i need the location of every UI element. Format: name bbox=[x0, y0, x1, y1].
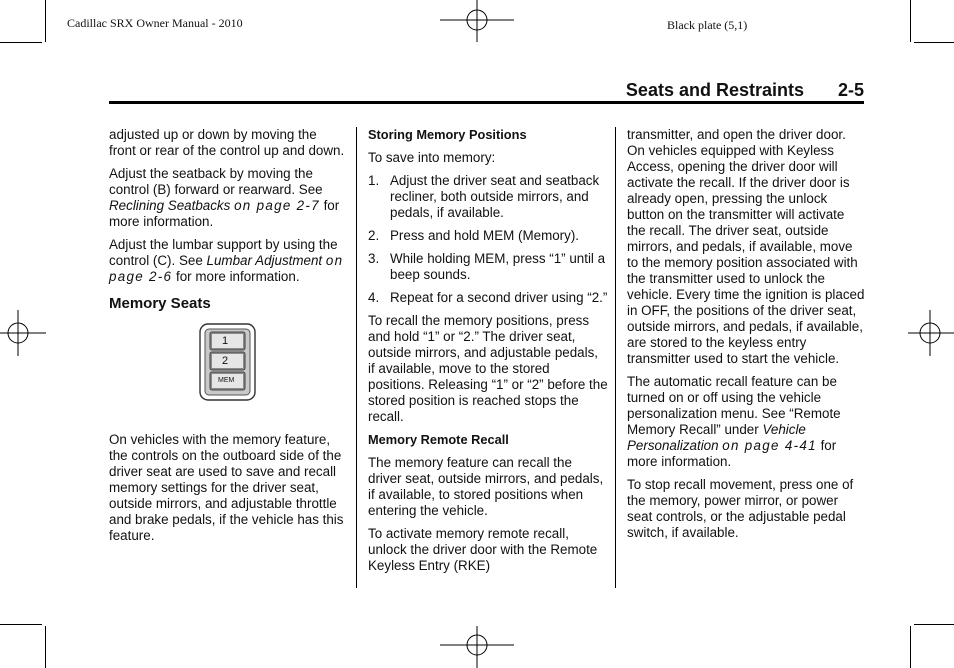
page-number: 2-5 bbox=[837, 80, 864, 100]
paragraph: To recall the memory positions, press and hold “1” or “2.” The driver seat, outside mirrors, and adjustable pedals, if available, move to the stored positions. Releasing “1” or “2” before the stored position is reached stops the recall. bbox=[368, 313, 608, 424]
column-divider-2 bbox=[615, 127, 616, 588]
column-2 bbox=[368, 127, 608, 581]
registration-mark-left bbox=[0, 310, 46, 356]
column-divider-1 bbox=[356, 127, 357, 588]
paragraph: To activate memory remote recall, unlock the driver door with the Remote Keyless Entry (RKE) bbox=[368, 526, 598, 573]
list-item: 4. Repeat for a second driver using “2.” bbox=[368, 290, 608, 305]
steps-list bbox=[368, 173, 608, 306]
section-heading: Memory Seats bbox=[109, 295, 211, 312]
paragraph: To stop recall movement, press one of the memory, power mirror, or power seat controls, or the adjustable pedal switch, if available. bbox=[627, 477, 854, 540]
paragraph: transmitter, and open the driver door. On vehicles equipped with Keyless Access, opening the driver door will activate the recall. If the driver door is already open, pressing the unlock button on the transmitter will activate the recall. The driver seat, outside mirrors, and pedals, if available, move to the memory position associated with the transmitter used to unlock the vehicle. Every time the ignition is placed in OFF, the positions of the driver seat, outside mirrors, and pedals, if available, are stored to the keyless entry transmitter used to start the vehicle. bbox=[627, 127, 865, 366]
registration-mark-right bbox=[908, 310, 954, 356]
cross-reference[interactable]: Lumbar Adjustment on page 2-6 bbox=[109, 253, 344, 284]
memory-button-2-label: 2 bbox=[222, 355, 229, 367]
subsection-heading-remote: Memory Remote Recall bbox=[368, 432, 509, 447]
list-item: 1. Adjust the driver seat and seatback recliner, both outside mirrors, and pedals, if available. bbox=[368, 173, 600, 220]
column-1 bbox=[109, 127, 347, 551]
list-item: 3. While holding MEM, press “1” until a beep sounds. bbox=[368, 251, 606, 282]
list-item: 2. Press and hold MEM (Memory). bbox=[368, 228, 580, 243]
paragraph: To save into memory: bbox=[368, 150, 496, 165]
header-rule bbox=[109, 101, 864, 104]
paragraph-lumbar: Adjust the lumbar support by using the control (C). See Lumbar Adjustment on page 2-6 for more information. bbox=[109, 237, 344, 284]
paragraph-personalization: The automatic recall feature can be turned on or off using the vehicle personalization menu. See “Remote Memory Recall” under Vehicle Personalization on page 4-41 for more information. bbox=[627, 374, 841, 469]
column-3 bbox=[627, 127, 865, 548]
section-title: Seats and Restraints bbox=[625, 80, 804, 100]
registration-mark-bottom bbox=[440, 624, 514, 668]
page-header bbox=[109, 80, 864, 102]
cross-reference[interactable]: Reclining Seatbacks on page 2-7 bbox=[109, 198, 320, 213]
cross-reference[interactable]: Vehicle Personalization on page 4-41 bbox=[627, 422, 817, 453]
manual-title: Cadillac SRX Owner Manual - 2010 bbox=[67, 16, 243, 30]
paragraph-reclining: Adjust the seatback by moving the control (B) forward or rearward. See Reclining Seatbacks on page 2-7 for more information. bbox=[109, 166, 340, 229]
memory-button-1-label: 1 bbox=[222, 335, 229, 347]
memory-button-mem-label: MEM bbox=[218, 377, 235, 384]
subsection-heading-storing: Storing Memory Positions bbox=[368, 127, 527, 142]
paragraph: On vehicles with the memory feature, the controls on the outboard side of the driver seat are used to save and recall memory settings for the driver seat, outside mirrors, and adjustable throttle and brake pedals, if the vehicle has this feature. bbox=[109, 432, 344, 543]
paragraph: The memory feature can recall the driver seat, outside mirrors, and pedals, if available, to stored positions when entering the vehicle. bbox=[368, 455, 604, 518]
registration-mark-top bbox=[440, 0, 514, 46]
paragraph: adjusted up or down by moving the front or rear of the control up and down. bbox=[109, 127, 345, 158]
memory-buttons-figure bbox=[109, 322, 349, 420]
plate-label: Black plate (5,1) bbox=[667, 18, 748, 32]
